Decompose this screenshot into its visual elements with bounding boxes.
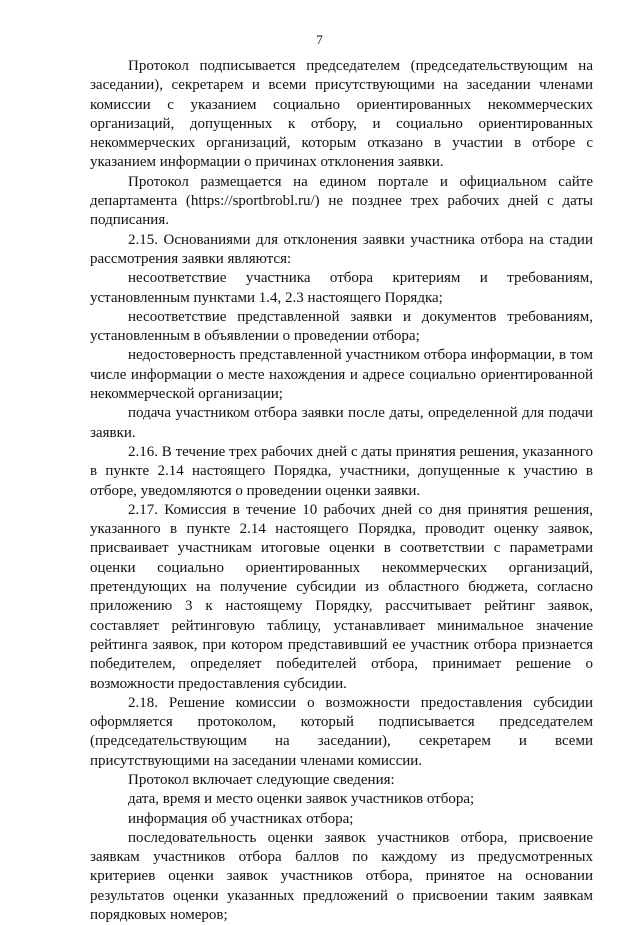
paragraph-rejection-reason-criteria: несоответствие участника отбора критериям и требованиям, установленным пунктами 1.4, 2.3 настоящего Порядка; [90, 270, 593, 306]
paragraph-2-17: 2.17. Комиссия в течение 10 рабочих дней со дня принятия решения, указанного в пункте 2.14 настоящего Порядка, проводит оценку заявок, присваивает участникам итоговые оценки в соответствии с параметрами оценки социально ориентированных некоммерческих организаций, претендующих на получение субсидии из областного бюджета, согласно приложению 3 к настоящему Порядку, рассчитывает рейтинг заявок, составляет рейтинговую таблицу, устанавливает минимальное значение рейтинга заявок, при котором представивший ее участник отбора признается победителем, определяет победителей отбора, принимает решение о возможности предоставления субсидии. [90, 501, 593, 692]
paragraph-rejection-reason-documents: несоответствие представленной заявки и документов требованиям, установленным в объявлении о проведении отбора; [90, 308, 593, 345]
paragraph-2-15-heading: 2.15. Основаниями для отклонения заявки участника отбора на стадии рассмотрения заявки являются: [90, 231, 593, 267]
paragraph-protocol-contents-intro: Протокол включает следующие сведения: [128, 771, 395, 788]
paragraph-2-16: 2.16. В течение трех рабочих дней с даты принятия решения, указанного в пункте 2.14 настоящего Порядка, участники, допущенные к участию в отборе, уведомляются о проведении оценки заявки. [90, 443, 593, 499]
paragraph-protocol-item-date: дата, время и место оценки заявок участников отбора; [128, 791, 475, 808]
paragraph-protocol-item-evaluation-order: последовательность оценки заявок участников отбора, присвоение заявкам участников отбора баллов по каждому из предусмотренных критериев оценки заявок участников отбора, принятое на основании результатов оценки указанных предложений о присвоении таким заявкам порядковых номеров; [90, 829, 593, 924]
paragraph-protocol-publication: Протокол размещается на едином портале и официальном сайте департамента (https://sportbrobl.ru/) не позднее трех рабочих дней с даты подписания. [90, 173, 593, 229]
paragraph-protocol-item-participants: информация об участниках отбора; [128, 810, 354, 827]
document-body [90, 57, 593, 925]
paragraph-rejection-reason-late-submission: подача участником отбора заявки после даты, определенной для подачи заявки. [90, 405, 593, 441]
page-number: 7 [316, 32, 323, 47]
paragraph-protocol-signing: Протокол подписывается председателем (председательствующим на заседании), секретарем и всеми присутствующими на заседании членами комиссии с указанием социально ориентированных некоммерческих организаций, допущенных к отбору, и социально ориентированных некоммерческих организаций, которым отказано в участии в отборе с указанием информации о причинах отклонения заявки. [90, 58, 593, 171]
paragraph-2-18: 2.18. Решение комиссии о возможности предоставления субсидии оформляется протоколом, который подписывается председателем (председательствующим на заседании), секретарем и всеми присутствующими на заседании членами комиссии. [90, 694, 593, 769]
paragraph-rejection-reason-inaccuracy: недостоверность представленной участником отбора информации, в том числе информации о месте нахождения и адресе социально ориентированной некоммерческой организации; [90, 347, 593, 403]
